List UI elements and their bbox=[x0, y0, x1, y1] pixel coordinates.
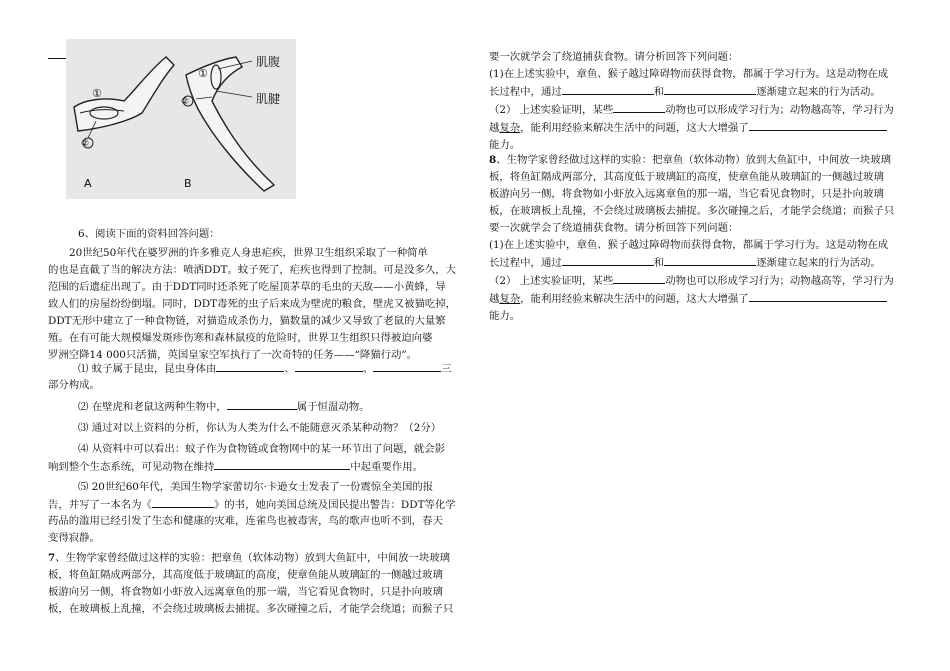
passage-line: 20世纪50年代在婆罗洲的许多雅克人身患疟疾，世界卫生组织采取了一种简单 bbox=[69, 247, 428, 259]
answer-blank[interactable] bbox=[214, 458, 350, 470]
q6-5d: 变得寂静。 bbox=[48, 532, 100, 544]
q7-continued bbox=[489, 49, 909, 154]
q8-line: 板，在玻璃板上乱撞，不会绕过玻璃板去捕捉。多次碰撞之后，才能学会绕道；而猴子只 bbox=[489, 205, 895, 217]
passage-line: 致人们的房屋纷纷倒塌。同时，DDT毒死的虫子后来成为壁虎的粮食，壁虎又被猫吃掉， bbox=[48, 298, 457, 310]
answer-blank[interactable] bbox=[613, 272, 665, 284]
figure-label-2-b: ② bbox=[181, 97, 190, 107]
passage-line: 罗洲空降14 000只活猫，英国皇家空军执行了一次奇特的任务——“降猫行动”。 bbox=[48, 349, 418, 361]
answer-blank[interactable] bbox=[664, 254, 756, 266]
q7-sub2-line: （2） 上述实验证明，某些 动物也可以形成学习行为；动物越高等，学习行为 bbox=[489, 101, 909, 119]
q8-number: 8 bbox=[489, 154, 497, 166]
answer-blank[interactable] bbox=[749, 119, 887, 131]
q8-line: 要一次就学会了绕道捕获食物。请分析回答下列问题： bbox=[489, 222, 739, 234]
q8-line: 板游向另一侧，将食物如小虾放入远离章鱼的那一端，当它看见食物时，只是扑向玻璃 bbox=[489, 188, 884, 200]
answer-blank[interactable] bbox=[152, 496, 214, 508]
q7-line: 板，将鱼缸隔成两部分，其高度低于玻璃缸的高度，使章鱼能从玻璃缸的一侧越过玻璃 bbox=[48, 569, 443, 581]
q8-sub1-line: 长过程中，通过 和 逐渐建立起来的行为活动。 bbox=[489, 254, 909, 272]
figure-label-2-a: ② bbox=[81, 139, 90, 149]
q7-cont-line: (1)在上述实验中，章鱼、猴子越过障碍物而获得食物，都属于学习行为。这是动物在成 bbox=[489, 68, 889, 80]
answer-blank[interactable] bbox=[562, 83, 654, 95]
q7-block bbox=[48, 550, 466, 618]
answer-blank[interactable] bbox=[373, 360, 441, 372]
passage-line: 殖。在有可能大规模爆发斑疹伤寒和森林鼠疫的危险时，世界卫生组织只得被迫向婆 bbox=[48, 332, 433, 344]
q8-sub2-line: （2） 上述实验证明，某些 动物也可以形成学习行为；动物越高等，学习行为 bbox=[489, 272, 909, 290]
answer-blank[interactable] bbox=[562, 254, 654, 266]
q7-sub2-line: 越复杂，能利用经验来解决生活中的问题，这大大增强了 bbox=[489, 119, 909, 137]
q7-line: 板游向另一侧，将食物如小虾放入远离章鱼的那一端，当它看见食物时，只是扑向玻璃 bbox=[48, 586, 443, 598]
q7-line: 板，在玻璃板上乱撞，不会绕过玻璃板去捕捉。多次碰撞之后，才能学会绕道；而猴子只 bbox=[48, 603, 454, 615]
q6-2: ⑵ 在壁虎和老鼠这两种生物中， 属于恒温动物。 bbox=[78, 398, 370, 416]
q6-5c: 药品的滥用已经引发了生态和健康的灾难，连雀鸟也被毒害，鸟的歌声也听不到，春天 bbox=[48, 515, 443, 527]
figure-label-1: ① bbox=[92, 87, 102, 100]
q8-sub2-line: 越复杂，能利用经验来解决生活中的问题，这大大增强了 bbox=[489, 290, 909, 308]
q6-passage bbox=[48, 245, 466, 364]
q7-cont-line: 要一次就学会了绕道捕获食物。请分析回答下列问题： bbox=[489, 51, 739, 63]
arm-muscle-figure bbox=[66, 39, 296, 199]
answer-blank[interactable] bbox=[664, 83, 756, 95]
q7-sub2-tail: 能力。 bbox=[489, 139, 521, 151]
q6-5b: 告，并写了一本名为《 》的书，她向美国总统及国民提出警告：DDT等化学 bbox=[48, 496, 456, 514]
answer-blank[interactable] bbox=[216, 360, 284, 372]
figure-label-1-b: ① bbox=[198, 67, 208, 80]
q6-3: ⑶ 通过对以上资料的分析，你认为人类为什么不能随意灭杀某种动物？（2分） bbox=[78, 422, 442, 434]
q7-number: 7 bbox=[48, 552, 56, 564]
q7-line: 7、生物学家曾经做过这样的实验：把章鱼（软体动物）放到大鱼缸中，中间放一块玻璃 bbox=[48, 552, 451, 564]
arm-a-outline bbox=[74, 57, 174, 131]
passage-line: DDT无形中建立了一种食物链，对猫造成杀伤力，猫数量的减少又导致了老鼠的大量繁 bbox=[48, 315, 446, 327]
q6-4b: 响到整个生态系统，可见动物在维持 中起重要作用。 bbox=[48, 458, 423, 476]
answer-blank[interactable] bbox=[613, 101, 665, 113]
q6-5a: ⑸ 20世纪60年代，美国生物学家蕾切尔·卡逊女士发表了一份震惊全美国的报 bbox=[78, 481, 434, 493]
q8-sub2-tail: 能力。 bbox=[489, 310, 521, 322]
q7-sub1-line: 长过程中，通过 和 逐渐建立起来的行为活动。 bbox=[489, 83, 909, 101]
answer-blank[interactable] bbox=[227, 398, 297, 410]
label-tendon: 肌腱 bbox=[256, 92, 281, 106]
q8-line: 8、生物学家曾经做过这样的实验：把章鱼（软体动物）放到大鱼缸中，中间放一块玻璃 bbox=[489, 154, 892, 166]
passage-line: 的也是直截了当的解决方法：喷洒DDT。蚊子死了，疟疾也得到了控制。可是没多久，大 bbox=[48, 264, 457, 276]
q6-1-tail: 部分构成。 bbox=[48, 379, 100, 391]
q8-line: 板，将鱼缸隔成两部分，其高度低于玻璃缸的高度，使章鱼能从玻璃缸的一侧越过玻璃 bbox=[489, 171, 884, 183]
label-muscle-belly: 肌腹 bbox=[256, 55, 281, 69]
passage-line: 范围的后遗症出现了。由于DDT同时还杀死了吃屋顶茅草的毛虫的天敌——小黄蜂，导 bbox=[48, 281, 446, 293]
q8-block bbox=[489, 152, 909, 325]
q6-4a: ⑷ 从资料中可以看出：蚊子作为食物链或食物网中的某一环节出了问题，就会影 bbox=[78, 443, 445, 455]
answer-blank[interactable] bbox=[749, 290, 887, 302]
q8-line: (1)在上述实验中，章鱼、猴子越过障碍物而获得食物，都属于学习行为。这是动物在成 bbox=[489, 239, 889, 251]
figure-label-b: B bbox=[184, 177, 192, 190]
answer-blank[interactable] bbox=[295, 360, 363, 372]
q6-title: 6、阅读下面的资料回答问题： bbox=[78, 228, 220, 240]
q6-1: ⑴ 蚊子属于昆虫，昆虫身体由 、 、 三 bbox=[78, 360, 468, 378]
figure-label-a: A bbox=[84, 177, 92, 190]
